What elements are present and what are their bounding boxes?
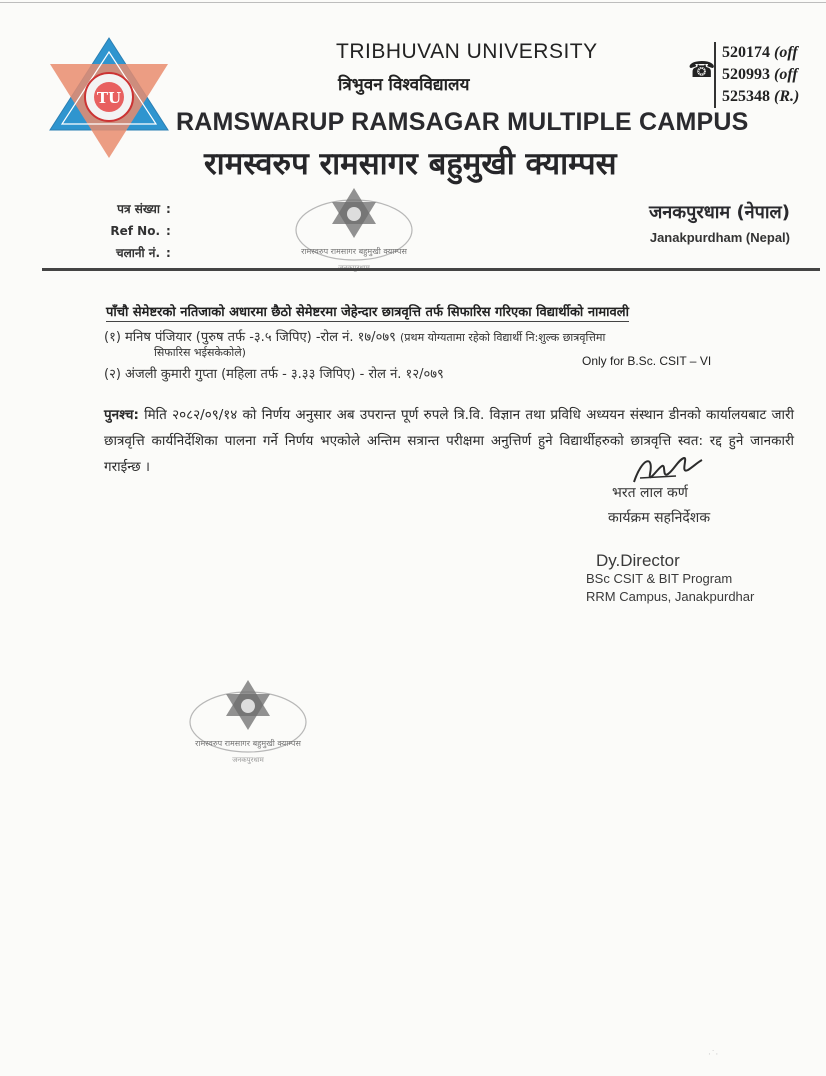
notice-title: पाँचौ सेमेष्टरको नतिजाको अधारमा छैठो सेमेष्टरमा जेहेन्दार छात्रवृत्ति तर्फ सिफारिस गरिएका विद्यार्थीको नामावली (106, 302, 629, 322)
campus-name-en: RAMSWARUP RAMSAGAR MULTIPLE CAMPUS (176, 108, 749, 136)
postscript-paragraph: पुनश्च: मिति २०८२/०९/१४ को निर्णय अनुसार अब उपरान्त पूर्ण रुपले त्रि.वि. विज्ञान तथा प्रविधि अध्ययन संस्थान डीनको कार्यालयबाट जारी छात्रवृत्ति कार्यनिर्देशिका पालना गर्ने निर्णय भएकोले अन्तिम सत्रान्त परीक्षमा अनुत्तिर्ण हुने विद्यार्थीहरुको छात्रवृत्ति स्वत: रद्द हुने जानकारी गराईन्छ । (104, 407, 794, 475)
stamp-text: रामस्वरुप रामसागर बहुमुखी क्याम्पस (195, 739, 301, 748)
header-divider (42, 268, 820, 271)
ref-row-letter-no: पत्र संख्या : (117, 202, 171, 216)
campus-name-np: रामस्वरुप रामसागर बहुमुखी क्याम्पस (204, 146, 617, 182)
office-stamp-bottom (186, 676, 310, 768)
signatory-name: भरत लाल कर्ण (612, 485, 688, 501)
top-edge-line (0, 2, 826, 3)
director-stamp-campus: RRM Campus, Janakpurdhar (586, 589, 755, 604)
address-block (649, 200, 790, 245)
phone-line: 520174 (off (722, 44, 798, 61)
tribhuvan-university-logo (46, 34, 172, 160)
telephone-icon: ☎ (688, 58, 716, 83)
ref-row-dispatch-no: चलानी नं. : (115, 246, 171, 260)
director-stamp (586, 552, 754, 606)
stamp-text: रामस्वरुप रामसागर बहुमुखी क्याम्पस (301, 247, 407, 256)
signatory-title: कार्यक्रम सहनिर्देशक (608, 510, 711, 526)
scan-speck: ·˙· (708, 1050, 719, 1060)
director-stamp-title: Dy.Director (596, 551, 680, 570)
address-en: Janakpurdham (Nepal) (649, 230, 790, 245)
list-item: (२) अंजली कुमारी गुप्ता (महिला तर्फ - ३.३३ जिपिए) - रोल नं. १२/०७९ (104, 367, 444, 382)
director-stamp-program: BSc CSIT & BIT Program (586, 571, 733, 586)
reference-block (96, 198, 171, 264)
stamp-place: जनकपुरधाम (232, 756, 264, 764)
logo-initials: TU (96, 89, 122, 107)
handwritten-note: Only for B.Sc. CSIT – VI (582, 354, 712, 368)
phone-numbers (714, 42, 826, 108)
office-stamp-top (292, 184, 416, 276)
phone-line: 525348 (R.) (722, 88, 800, 105)
phone-line: 520993 (off (722, 66, 798, 83)
list-item-continuation: सिफारिस भईसकेकोले) (154, 346, 246, 359)
ref-row-ref-no: Ref No. : (110, 224, 171, 238)
university-name-np: त्रिभुवन विश्वविद्यालय (338, 75, 470, 95)
address-np: जनकपुरधाम (नेपाल) (648, 202, 790, 223)
university-name-en: TRIBHUVAN UNIVERSITY (336, 40, 598, 63)
list-item: (१) मनिष पंजियार (पुरुष तर्फ -३.५ जिपिए) -रोल नं. १७/०७९ (प्रथम योग्यतामा रहेको विद्यार्थी नि:शुल्क छात्रवृत्तिमा (104, 330, 606, 345)
